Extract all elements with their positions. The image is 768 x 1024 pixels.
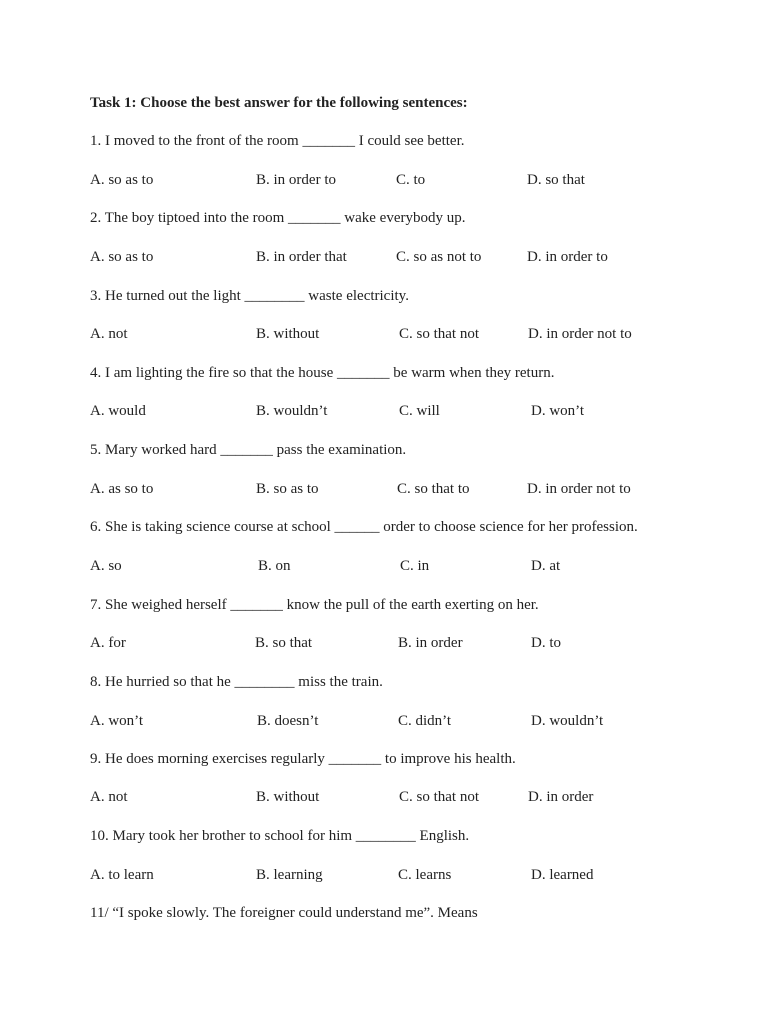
option-b: B. wouldn’t — [256, 403, 328, 419]
option-c: C. didn’t — [398, 713, 452, 729]
question-8-options — [0, 712, 768, 730]
question-2-text: 2. The boy tiptoed into the room _______ wake everybody up. — [90, 210, 466, 226]
question-7-text: 7. She weighed herself _______ know the pull of the earth exerting on her. — [90, 597, 539, 613]
question-4-options — [0, 402, 768, 420]
option-b: B. learning — [256, 867, 323, 883]
question-1-options — [0, 171, 768, 189]
question-5-options — [0, 480, 768, 498]
question-6-text: 6. She is taking science course at school ______ order to choose science for her profession. — [90, 519, 638, 535]
question-6-options — [0, 557, 768, 575]
question-11-text: 11/ “I spoke slowly. The foreigner could understand me”. Means — [90, 905, 478, 921]
option-a: A. not — [90, 326, 128, 342]
option-b: B. on — [258, 558, 291, 574]
question-8-text: 8. He hurried so that he ________ miss the train. — [90, 674, 383, 690]
question-5-text: 5. Mary worked hard _______ pass the examination. — [90, 442, 407, 458]
option-a: A. for — [90, 635, 126, 651]
option-c: C. so that not — [399, 326, 480, 342]
option-a: A. not — [90, 789, 128, 805]
option-c: C. will — [399, 403, 440, 419]
option-d: D. in order to — [527, 249, 608, 265]
option-d: D. wouldn’t — [531, 713, 604, 729]
option-c: C. so that to — [397, 481, 470, 497]
option-a: A. so — [90, 558, 122, 574]
task-title: Task 1: Choose the best answer for the following sentences: — [90, 95, 468, 111]
option-c: C. to — [396, 172, 426, 188]
option-b: B. so as to — [256, 481, 319, 497]
option-d: D. in order not to — [527, 481, 631, 497]
option-d: D. learned — [531, 867, 594, 883]
option-b: B. without — [256, 326, 320, 342]
option-c: C. so that not — [399, 789, 480, 805]
option-a: A. as so to — [90, 481, 154, 497]
option-d: D. in order not to — [528, 326, 632, 342]
option-d: D. to — [531, 635, 561, 651]
option-a: A. would — [90, 403, 146, 419]
option-d: D. won’t — [531, 403, 585, 419]
option-c: C. learns — [398, 867, 452, 883]
question-3-options — [0, 325, 768, 343]
question-2-options — [0, 248, 768, 266]
question-10-options — [0, 866, 768, 884]
option-d: D. at — [531, 558, 561, 574]
option-b: B. in order that — [256, 249, 347, 265]
option-b: B. doesn’t — [257, 713, 319, 729]
question-7-options — [0, 634, 768, 652]
option-c: C. so as not to — [396, 249, 482, 265]
option-a: A. so as to — [90, 172, 154, 188]
question-4-text: 4. I am lighting the fire so that the house _______ be warm when they return. — [90, 365, 555, 381]
question-9-options — [0, 788, 768, 806]
option-a: A. won’t — [90, 713, 144, 729]
option-d: D. in order — [528, 789, 594, 805]
option-b: B. so that — [255, 635, 313, 651]
option-d: D. so that — [527, 172, 585, 188]
question-10-text: 10. Mary took her brother to school for him ________ English. — [90, 828, 470, 844]
question-1-text: 1. I moved to the front of the room _______ I could see better. — [90, 133, 465, 149]
question-9-text: 9. He does morning exercises regularly _______ to improve his health. — [90, 751, 516, 767]
option-b: B. in order to — [256, 172, 336, 188]
option-a: A. so as to — [90, 249, 154, 265]
question-3-text: 3. He turned out the light ________ waste electricity. — [90, 288, 409, 304]
option-a: A. to learn — [90, 867, 154, 883]
option-c: B. in order — [398, 635, 463, 651]
option-c: C. in — [400, 558, 430, 574]
option-b: B. without — [256, 789, 320, 805]
